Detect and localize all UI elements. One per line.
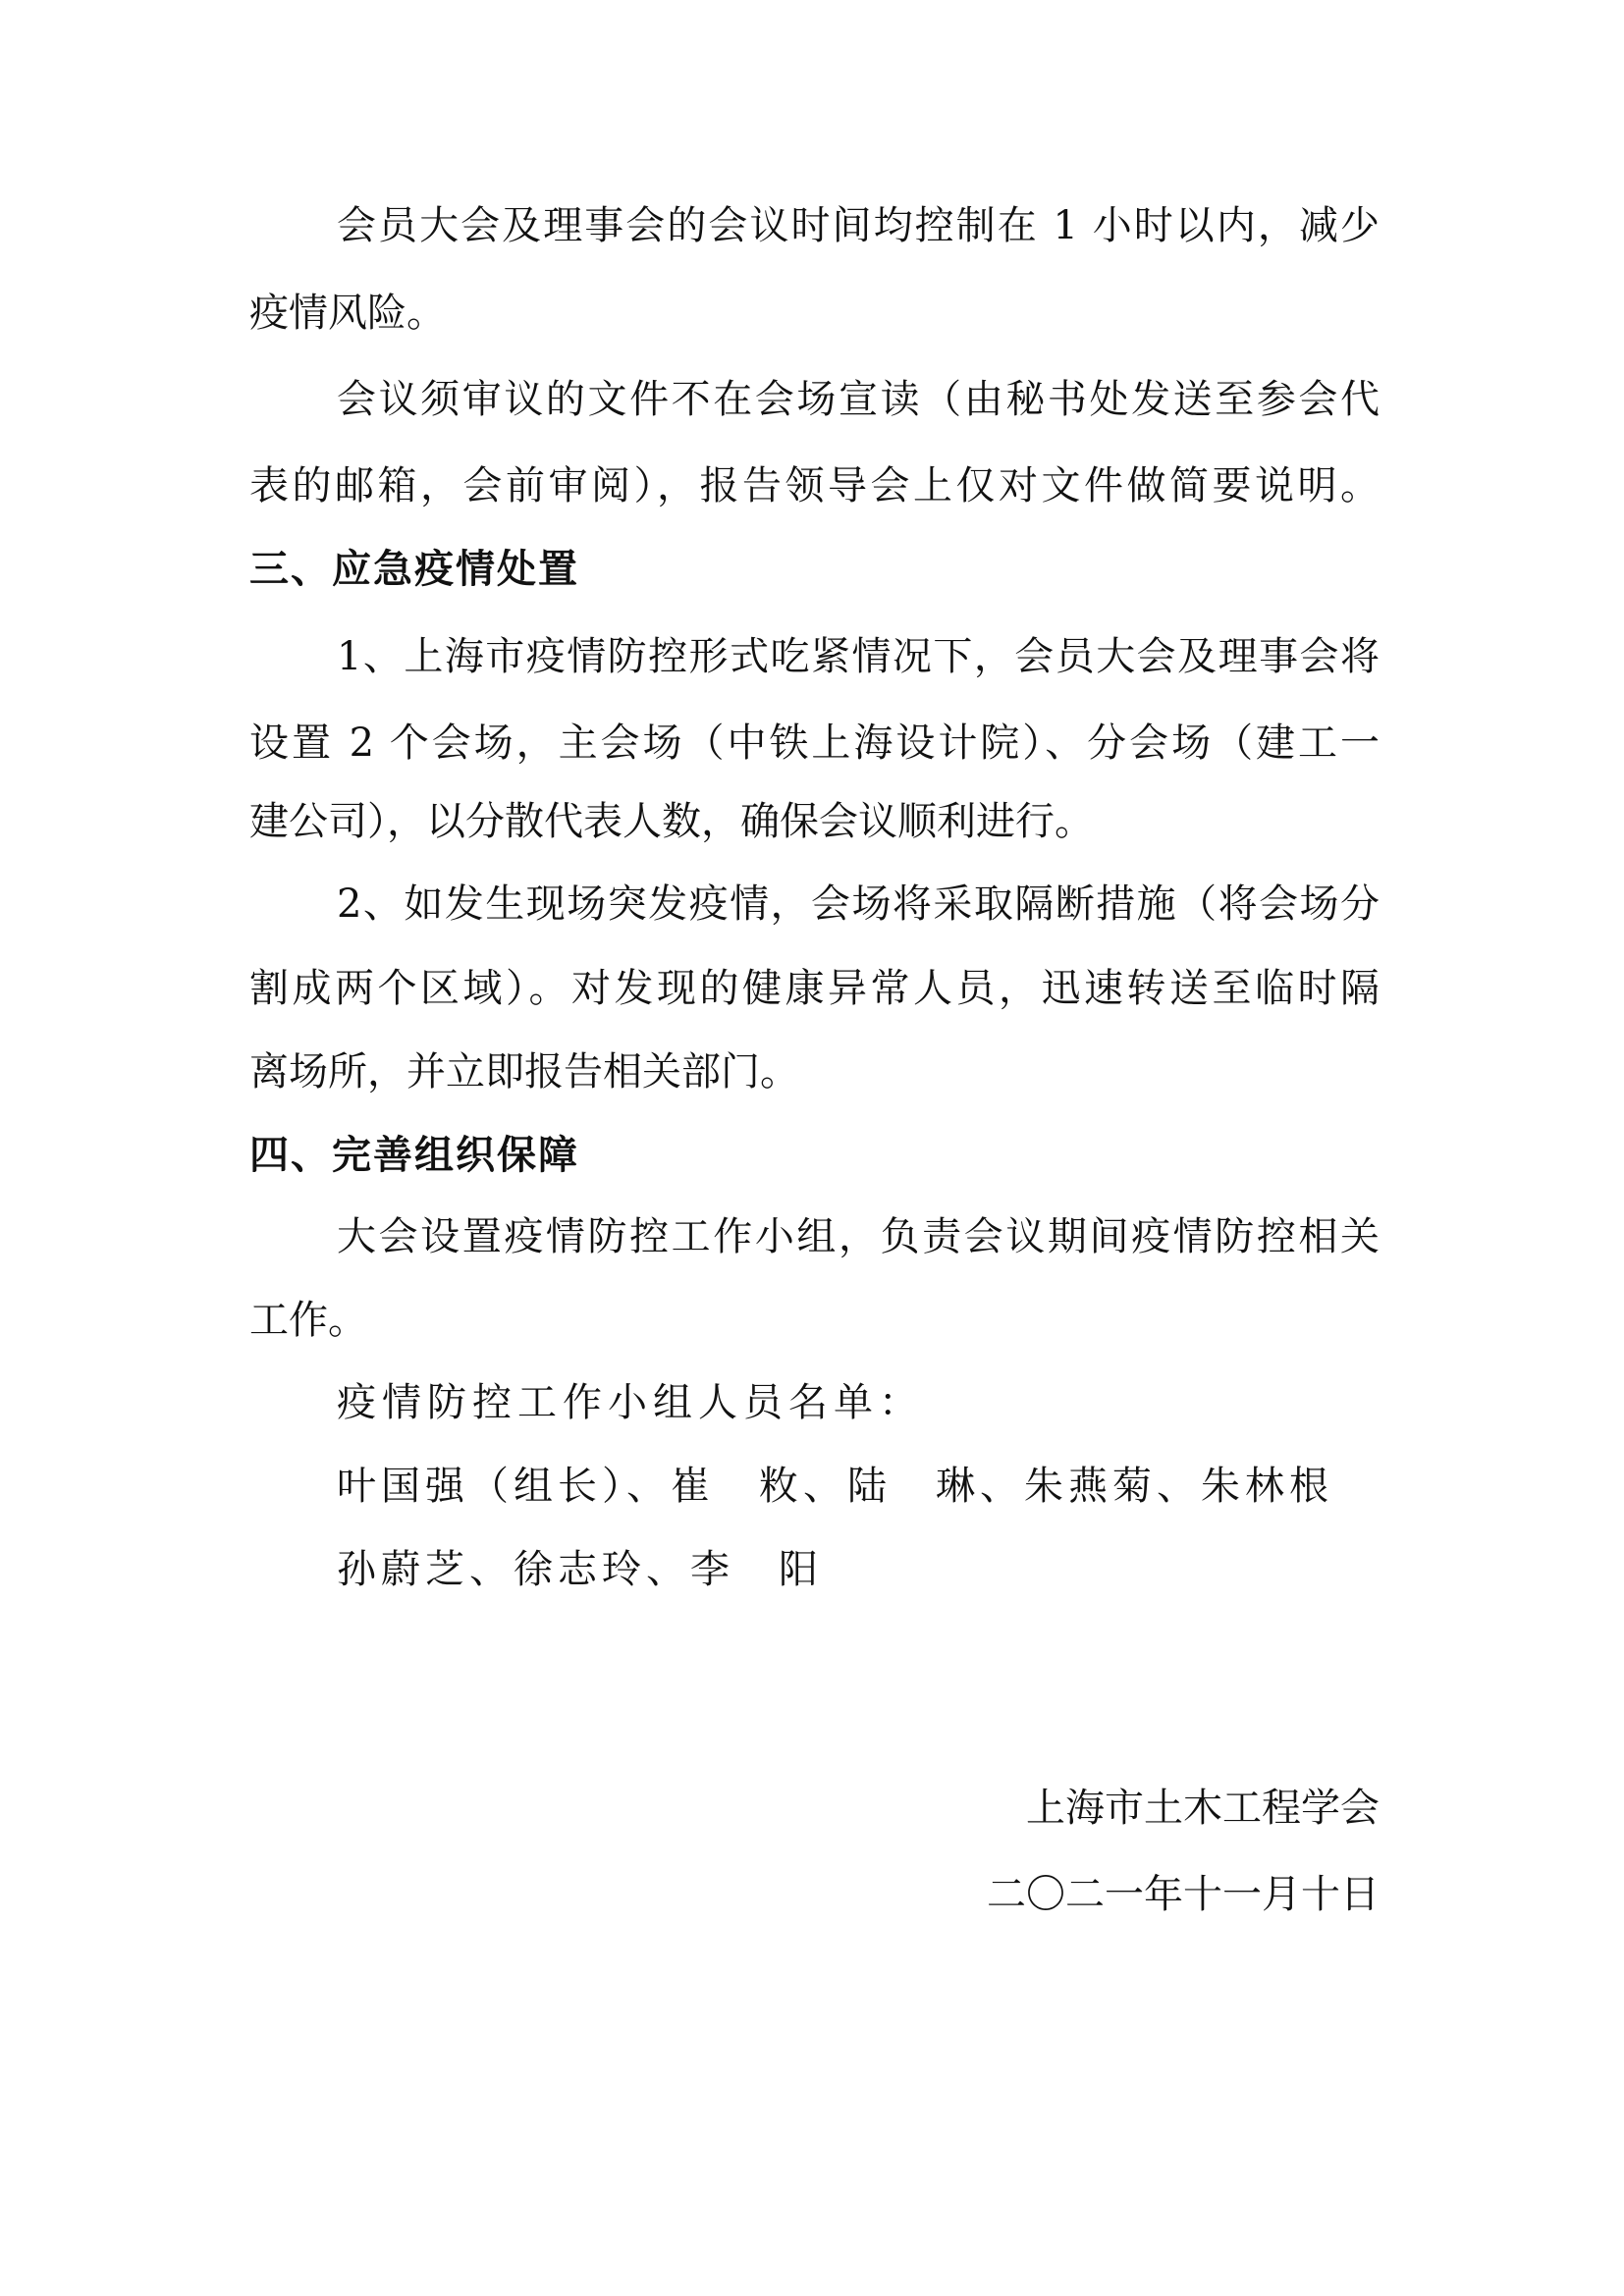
section4-paragraph-line2: 工作。	[249, 1298, 367, 1343]
section3-heading: 三、应急疫情处置	[249, 547, 579, 592]
member-list-line1: 叶国强（组长）、崔 敉、陆 琳、朱燕菊、朱林根	[337, 1464, 1333, 1509]
section4-heading: 四、完善组织保障	[249, 1133, 579, 1178]
paragraph-documents-line2: 表的邮箱，会前审阅），报告领导会上仅对文件做简要说明。	[249, 463, 1380, 508]
section4-paragraph-line1: 大会设置疫情防控工作小组，负责会议期间疫情防控相关	[337, 1214, 1380, 1259]
signature-date: 二〇二一年十一月十日	[987, 1872, 1380, 1917]
section3-item2-line3: 离场所，并立即报告相关部门。	[249, 1049, 799, 1095]
paragraph-meeting-time-line2: 疫情风险。	[249, 291, 446, 336]
section3-item2-line1: 2、如发生现场突发疫情，会场将采取隔断措施（将会场分	[337, 881, 1380, 927]
member-list-line2: 孙蔚芝、徐志玲、李 阳	[337, 1547, 823, 1592]
paragraph-meeting-time-line1: 会员大会及理事会的会议时间均控制在 1 小时以内，减少	[337, 203, 1380, 248]
section3-item2-line2: 割成两个区域）。对发现的健康异常人员，迅速转送至临时隔	[249, 966, 1380, 1011]
member-list-title: 疫情防控工作小组人员名单：	[337, 1380, 924, 1425]
section3-item1-line2: 设置 2 个会场，主会场（中铁上海设计院）、分会场（建工一	[249, 721, 1380, 766]
section3-item1-line3: 建公司），以分散代表人数，确保会议顺利进行。	[249, 799, 1094, 844]
signature-organization: 上海市土木工程学会	[1026, 1786, 1380, 1831]
paragraph-documents-line1: 会议须审议的文件不在会场宣读（由秘书处发送至参会代	[337, 377, 1380, 422]
section3-item1-line1: 1、上海市疫情防控形式吃紧情况下，会员大会及理事会将	[337, 634, 1380, 679]
